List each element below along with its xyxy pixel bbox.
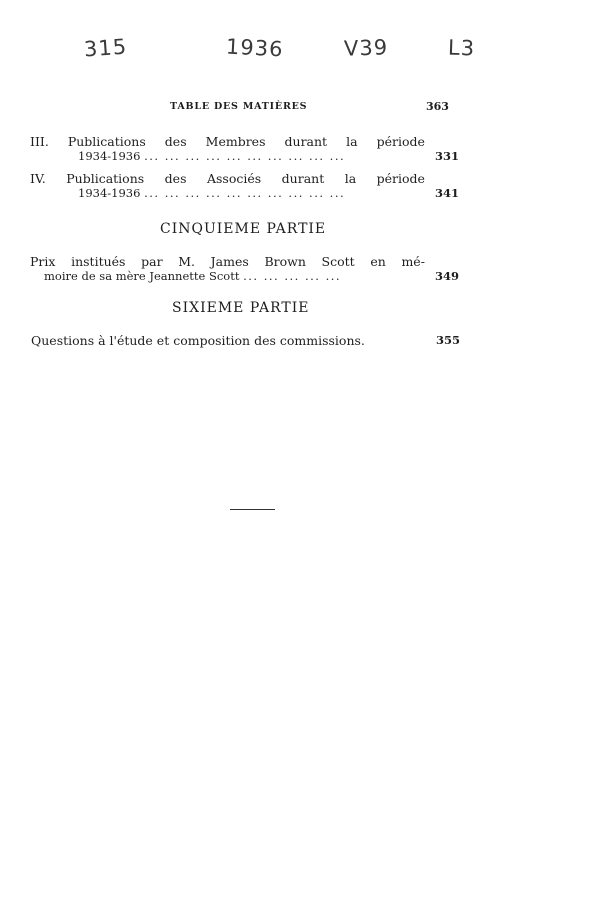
end-rule [230, 509, 275, 510]
toc-word: Publications [67, 134, 146, 149]
toc-page-number: 349 [434, 269, 459, 283]
handwritten-note: V39 [343, 35, 389, 61]
toc-page-number: 341 [434, 186, 459, 200]
toc-page-number: 355 [436, 333, 461, 347]
toc-word: mé- [401, 254, 425, 269]
leader-dots: ... ... ... ... ... ... ... ... ... ... [144, 186, 346, 200]
toc-entry-line [30, 254, 425, 269]
toc-word: institués [71, 254, 126, 269]
leader-dots: ... ... ... ... ... [243, 269, 342, 283]
toc-word: par [141, 254, 163, 269]
section-heading: SIXIEME PARTIE [172, 300, 310, 316]
toc-entry-text: Questions à l'étude et composition des commissions. [31, 333, 365, 348]
toc-word: III. [30, 134, 49, 149]
toc-entry [30, 171, 459, 201]
running-page-number: 363 [426, 100, 449, 113]
toc-word: durant [281, 171, 325, 186]
toc-word: Associés [206, 171, 262, 186]
running-title: TABLE DES MATIÈRES [170, 101, 308, 112]
toc-word: des [164, 171, 187, 186]
toc-word: des [164, 134, 187, 149]
toc-word: M. [178, 254, 195, 269]
handwritten-note: 1936 [225, 34, 285, 62]
toc-entry-line [30, 269, 425, 284]
toc-page-number: 331 [434, 149, 459, 163]
toc-word: la [346, 134, 358, 149]
toc-word: en [370, 254, 386, 269]
toc-years: 1934-1936 [78, 149, 141, 163]
toc-word: la [344, 171, 357, 186]
toc-entry [31, 333, 461, 348]
toc-entry-line [30, 186, 425, 201]
toc-word: durant [284, 134, 328, 149]
toc-word: Prix [30, 254, 56, 269]
toc-word: Publications [66, 171, 145, 186]
toc-word: IV. [30, 171, 46, 186]
toc-word: période [376, 134, 425, 149]
toc-word: Scott [321, 254, 355, 269]
toc-entry-line [30, 171, 425, 186]
handwritten-note: 315 [83, 34, 128, 62]
toc-word: Brown [264, 254, 306, 269]
toc-entry [30, 134, 459, 164]
toc-entry [30, 254, 459, 284]
leader-dots: ... ... ... ... ... ... ... ... ... ... [144, 149, 346, 163]
toc-years: 1934-1936 [78, 186, 141, 200]
toc-word: période [376, 171, 425, 186]
section-heading: CINQUIEME PARTIE [160, 221, 327, 237]
toc-word: Membres [205, 134, 266, 149]
toc-word: James [210, 254, 249, 269]
toc-entry-text: moire de sa mère Jeannette Scott [44, 269, 240, 283]
toc-entry-line [30, 149, 425, 164]
handwritten-note: L3 [447, 35, 476, 61]
toc-entry-line [30, 134, 425, 149]
